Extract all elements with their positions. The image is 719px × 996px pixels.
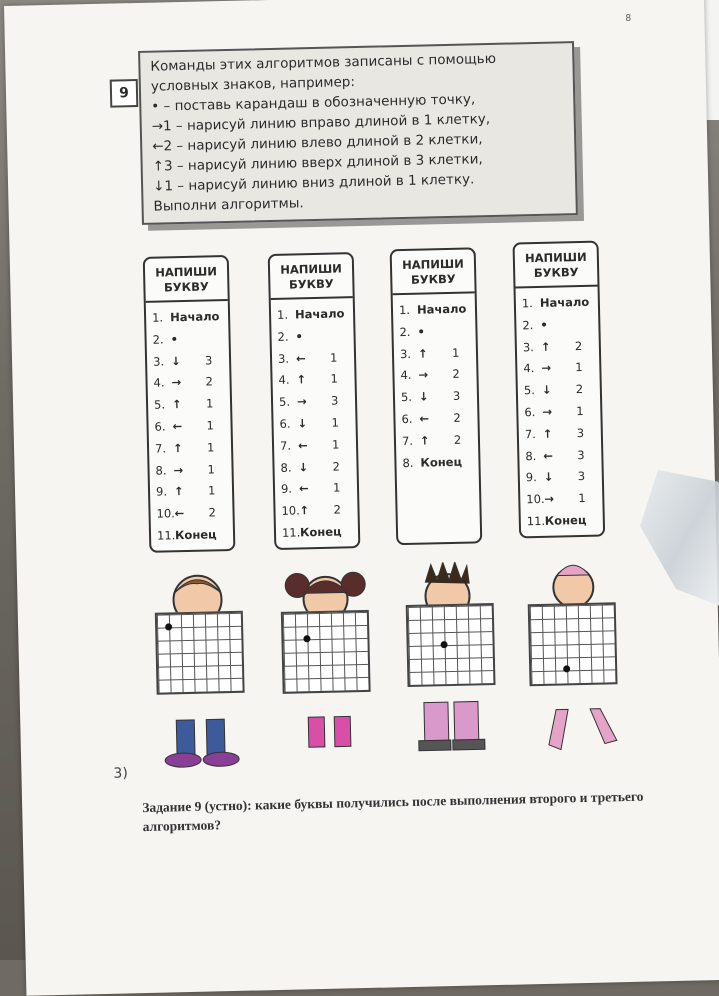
step-number: 1. xyxy=(399,301,417,319)
algorithm-step xyxy=(524,380,584,399)
step-number: 11. xyxy=(282,523,300,541)
algorithm-step xyxy=(278,370,338,389)
task-line: ←2 – нарисуй линию влево длиной в 2 клетки, xyxy=(152,131,483,154)
algorithm-step xyxy=(401,387,461,406)
grid-card-2 xyxy=(281,610,371,694)
algorithm-step xyxy=(279,414,339,433)
step-number: 3. xyxy=(523,338,541,356)
arrow-icon: → xyxy=(544,489,578,508)
task-line: Команды этих алгоритмов записаны с помощью xyxy=(150,51,496,75)
algorithm-step xyxy=(153,351,213,370)
step-length: 2 xyxy=(333,503,341,517)
step-number: 3. xyxy=(153,352,171,370)
step-length: 1 xyxy=(578,491,586,505)
algorithm-title: НАПИШИ БУКВУ xyxy=(145,257,228,303)
arrow-icon: ← xyxy=(299,479,333,498)
algorithm-step xyxy=(279,392,339,411)
step-length: 1 xyxy=(452,345,460,359)
algorithm-step xyxy=(523,358,583,377)
step-length: 1 xyxy=(330,372,338,386)
step-length: 1 xyxy=(330,350,338,364)
arrow-icon: → xyxy=(541,359,575,378)
algorithm-step xyxy=(526,489,586,508)
algorithm-title: НАПИШИ БУКВУ xyxy=(515,243,598,289)
algorithm-step xyxy=(399,300,467,320)
step-number: 1. xyxy=(277,305,295,323)
algorithm-step xyxy=(278,348,338,367)
step-number: 4. xyxy=(278,371,296,389)
step-number: 9. xyxy=(281,480,299,498)
arrow-icon: ← xyxy=(543,446,577,465)
page-number: 8 xyxy=(625,14,631,24)
grid-card-4 xyxy=(528,602,618,686)
step-length: 1 xyxy=(333,481,341,495)
algorithm-step xyxy=(402,452,462,471)
step-number: 10. xyxy=(526,490,544,508)
task-line: Выполни алгоритмы. xyxy=(153,195,303,214)
step-length: 2 xyxy=(575,339,583,353)
step-number: 11. xyxy=(157,526,175,544)
step-text: Конец xyxy=(545,511,587,530)
arrow-icon: ↑ xyxy=(174,482,208,501)
step-text: Начало xyxy=(295,304,345,323)
step-length: 2 xyxy=(208,506,216,520)
arrow-icon: ↑ xyxy=(543,424,577,443)
algorithm-step xyxy=(282,522,342,541)
algorithm-step xyxy=(157,525,217,544)
step-length: 3 xyxy=(205,353,213,367)
step-number: 4. xyxy=(153,374,171,392)
algorithm-step xyxy=(156,482,216,501)
step-number: 6. xyxy=(154,417,172,435)
algorithm-column-3 xyxy=(390,247,483,545)
arrow-icon: ↓ xyxy=(298,457,332,476)
step-number: 5. xyxy=(524,381,542,399)
step-number: 8. xyxy=(280,458,298,476)
dot-icon: • xyxy=(295,326,329,345)
dot-icon: • xyxy=(417,322,451,341)
algorithm-step xyxy=(400,343,460,362)
step-text: Конец xyxy=(300,522,342,541)
step-number: 8. xyxy=(525,446,543,464)
step-length: 2 xyxy=(576,382,584,396)
step-number: 7. xyxy=(525,425,543,443)
algorithm-step xyxy=(152,329,204,348)
arrow-icon: → xyxy=(173,460,207,479)
step-length: 3 xyxy=(577,448,585,462)
algorithm-step xyxy=(400,365,460,384)
step-number: 6. xyxy=(401,410,419,428)
step-number: 11. xyxy=(527,512,545,530)
arrow-icon: ↑ xyxy=(172,395,206,414)
step-text: Начало xyxy=(170,307,220,326)
task-line: условных знаков, например: xyxy=(151,74,355,95)
algorithm-step xyxy=(280,457,340,476)
task-instructions xyxy=(138,41,578,225)
arrow-icon: → xyxy=(418,365,452,384)
step-number: 2. xyxy=(277,327,295,345)
step-length: 1 xyxy=(207,440,215,454)
arrow-icon: ↑ xyxy=(299,501,333,520)
step-number: 8. xyxy=(155,461,173,479)
start-dot xyxy=(303,635,310,642)
step-length: 3 xyxy=(577,426,585,440)
step-number: 4. xyxy=(400,366,418,384)
arrow-icon: ↓ xyxy=(171,351,205,370)
step-length: 2 xyxy=(454,433,462,447)
algorithm-step xyxy=(525,446,585,465)
arrow-icon: ← xyxy=(174,504,208,523)
step-text: Конец xyxy=(175,525,217,544)
algorithm-title: НАПИШИ БУКВУ xyxy=(270,254,353,300)
algorithm-step xyxy=(401,409,461,428)
arrow-icon: ↑ xyxy=(296,370,330,389)
step-number: 5. xyxy=(279,393,297,411)
arrow-icon: → xyxy=(171,373,205,392)
algorithm-column-2 xyxy=(268,252,361,550)
step-text: Начало xyxy=(417,300,467,319)
arrow-icon: ← xyxy=(419,409,453,428)
step-number: 9. xyxy=(156,483,174,501)
workbook-page xyxy=(4,0,719,996)
algorithm-step xyxy=(525,424,585,443)
step-number: 5. xyxy=(154,395,172,413)
step-number: 2. xyxy=(399,323,417,341)
algorithm-step xyxy=(277,304,345,324)
algorithm-column-4 xyxy=(512,241,605,539)
step-length: 1 xyxy=(206,397,214,411)
step-length: 1 xyxy=(206,418,214,432)
arrow-icon: ↓ xyxy=(544,467,578,486)
step-length: 2 xyxy=(205,375,213,389)
algorithm-step xyxy=(281,479,341,498)
step-number: 7. xyxy=(402,431,420,449)
algorithm-step xyxy=(277,326,329,345)
algorithm-step xyxy=(280,435,340,454)
arrow-icon: ↑ xyxy=(420,431,454,450)
arrow-icon: ↓ xyxy=(297,414,331,433)
arrow-icon: → xyxy=(297,392,331,411)
algorithm-step xyxy=(524,402,584,421)
step-length: 1 xyxy=(207,462,215,476)
grid-card-3 xyxy=(406,603,496,687)
task-line: • – поставь карандаш в обозначенную точку, xyxy=(151,91,475,114)
algorithm-step xyxy=(155,460,215,479)
step-number: 9. xyxy=(526,468,544,486)
step-length: 1 xyxy=(208,484,216,498)
arrow-icon: ↑ xyxy=(541,337,575,356)
arrow-icon: ↑ xyxy=(418,344,452,363)
step-length: 1 xyxy=(576,404,584,418)
step-number: 2. xyxy=(522,316,540,334)
task-line: →1 – нарисуй линию вправо длиной в 1 клетку, xyxy=(152,111,491,135)
algorithm-step xyxy=(402,431,462,450)
start-dot xyxy=(165,623,172,630)
algorithm-step xyxy=(153,373,213,392)
step-number: 3. xyxy=(400,344,418,362)
algorithm-step xyxy=(154,416,214,435)
step-number: 10. xyxy=(156,504,174,522)
step-number: 3. xyxy=(278,349,296,367)
step-length: 2 xyxy=(452,367,460,381)
algorithm-step xyxy=(399,322,451,341)
step-number: 6. xyxy=(524,403,542,421)
footer-mark: 3) xyxy=(113,765,128,781)
arrow-icon: ← xyxy=(298,435,332,454)
task-line: ↑3 – нарисуй линию вверх длиной в 3 клетки, xyxy=(153,151,483,174)
arrow-icon: ← xyxy=(296,348,330,367)
algorithm-step xyxy=(522,315,574,334)
grid-card-1 xyxy=(155,611,245,695)
step-number: 7. xyxy=(280,436,298,454)
arrow-icon: ← xyxy=(172,417,206,436)
algorithm-step xyxy=(155,438,215,457)
task-line: ↓1 – нарисуй линию вниз длиной в 1 клетку. xyxy=(153,171,475,194)
algorithm-step xyxy=(281,501,341,520)
algorithm-column-1 xyxy=(143,255,236,553)
step-number: 6. xyxy=(279,414,297,432)
step-length: 3 xyxy=(331,394,339,408)
oral-question: Задание 9 (устно): какие буквы получились после выполнения второго и третьего алгоритмов? xyxy=(142,786,663,836)
dot-icon: • xyxy=(170,329,204,348)
step-text: Конец xyxy=(420,452,462,471)
algorithm-step xyxy=(522,293,590,313)
algorithm-title: НАПИШИ БУКВУ xyxy=(392,249,475,295)
step-length: 1 xyxy=(331,416,339,430)
algorithm-step xyxy=(527,511,587,530)
step-length: 3 xyxy=(578,469,586,483)
algorithm-step xyxy=(526,467,586,486)
arrow-icon: ↓ xyxy=(419,387,453,406)
arrow-icon: ↑ xyxy=(173,438,207,457)
algorithm-step xyxy=(523,337,583,356)
step-number: 8. xyxy=(402,453,420,471)
step-number: 2. xyxy=(152,330,170,348)
task-number-badge: 9 xyxy=(110,79,139,108)
step-number: 1. xyxy=(522,294,540,312)
step-number: 4. xyxy=(523,359,541,377)
step-number: 10. xyxy=(281,502,299,520)
start-dot xyxy=(441,641,448,648)
algorithm-step xyxy=(154,395,214,414)
arrow-icon: → xyxy=(542,402,576,421)
step-number: 1. xyxy=(152,308,170,326)
step-length: 2 xyxy=(332,459,340,473)
step-length: 3 xyxy=(453,389,461,403)
step-number: 7. xyxy=(155,439,173,457)
start-dot xyxy=(563,665,570,672)
step-number: 5. xyxy=(401,388,419,406)
algorithm-step xyxy=(152,307,220,327)
step-length: 1 xyxy=(575,360,583,374)
algorithm-step xyxy=(156,504,216,523)
step-length: 1 xyxy=(332,437,340,451)
step-length: 2 xyxy=(453,411,461,425)
dot-icon: • xyxy=(540,315,574,334)
step-text: Начало xyxy=(540,293,590,312)
arrow-icon: ↓ xyxy=(542,380,576,399)
